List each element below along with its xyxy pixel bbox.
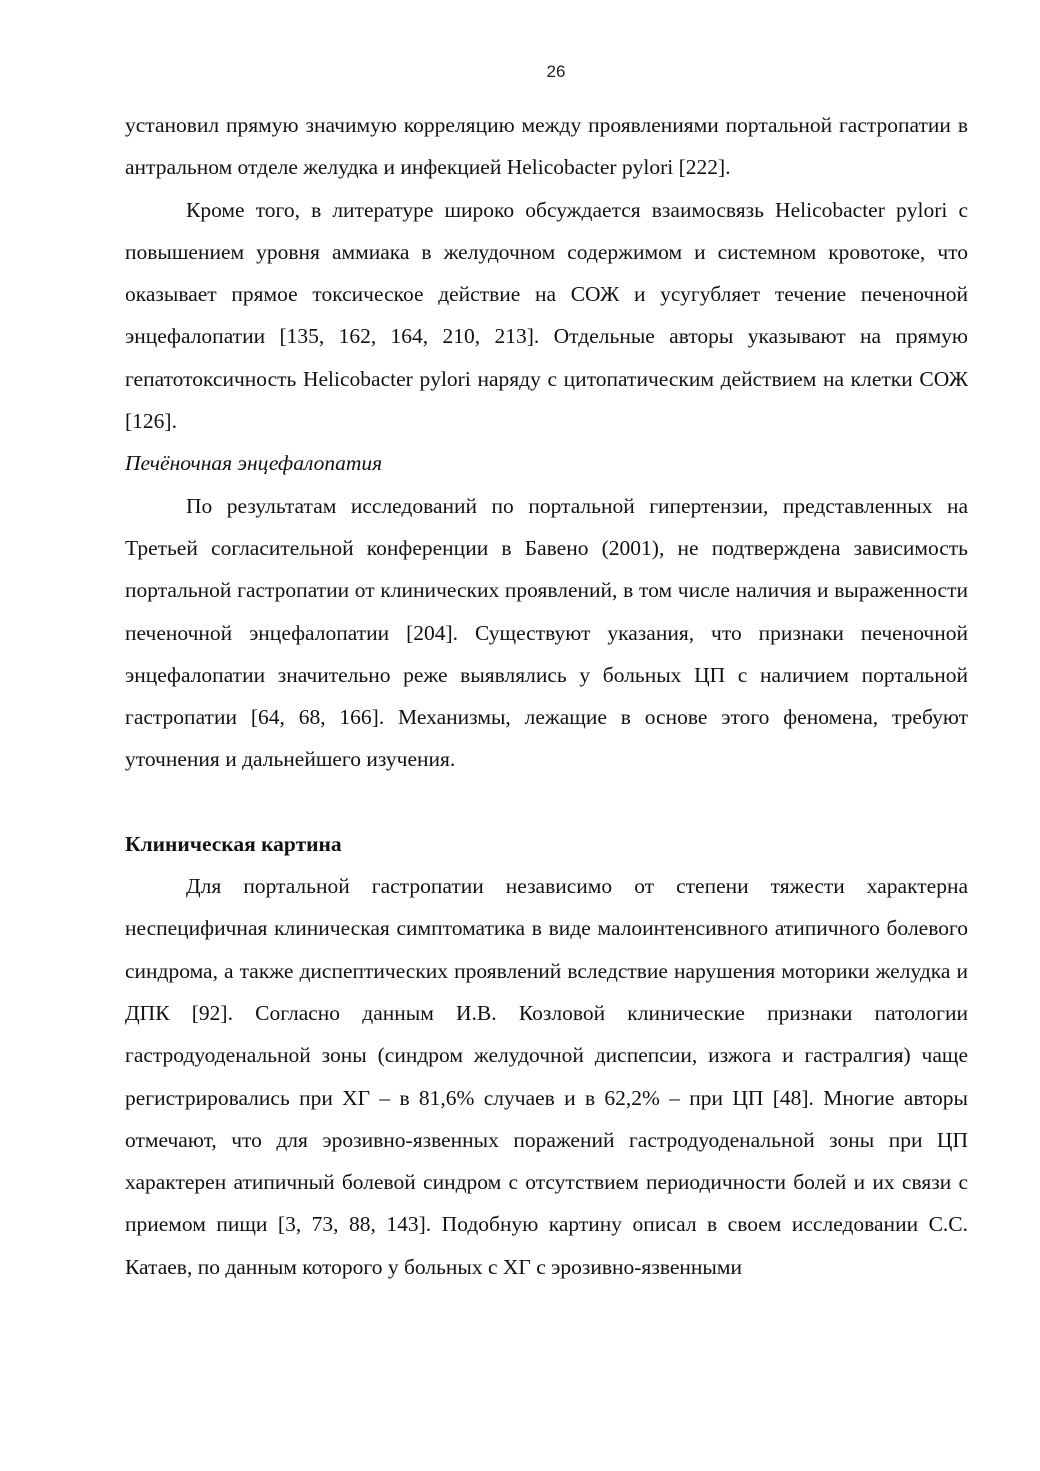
- page-number: 26: [546, 62, 566, 81]
- paragraph-ammonia: Кроме того, в литературе широко обсуждается взаимосвязь Helicobacter pylori с повышением уровня аммиака в желудочном содержимом и системном кровотоке, что оказывает прямое токсическое действие на СОЖ и усугубляет течение печеночной энцефалопатии [135, 162, 164, 210, 213]. Отдельные авторы указывают на прямую гепатотоксичность Helicobacter pylori наряду с цитопатическим действием на клетки СОЖ [126].: [125, 197, 968, 434]
- document-body: [125, 104, 968, 1288]
- paragraph-clinical-symptoms: Для портальной гастропатии независимо от степени тяжести характерна неспецифичная клиническая симптоматика в виде малоинтенсивного атипичного болевого синдрома, а также диспептических проявлений вследствие нарушения моторики желудка и ДПК [92]. Согласно данным И.В. Козловой клинические признаки патологии гастродуоденальной зоны (синдром желудочной диспепсии, изжога и гастралгия) чаще регистрировались при ХГ – в 81,6% случаев и в 62,2% – при ЦП [48]. Многие авторы отмечают, что для эрозивно-язвенных поражений гастродуоденальной зоны при ЦП характерен атипичный болевой синдром с отсутствием периодичности болей и их связи с приемом пищи [3, 73, 88, 143]. Подобную картину описал в своем исследовании С.С. Катаев, по данным которого у больных с ХГ с эрозивно-язвенными: [125, 874, 968, 1279]
- paragraph-baveno: По результатам исследований по портальной гипертензии, представленных на Третьей согласительной конференции в Бавено (2001), не подтверждена зависимость портальной гастропатии от клинических проявлений, в том числе наличия и выраженности печеночной энцефалопатии [204]. Существуют указания, что признаки печеночной энцефалопатии значительно реже выявлялись у больных ЦП с наличием портальной гастропатии [64, 68, 166]. Механизмы, лежащие в основе этого феномена, требуют уточнения и дальнейшего изучения.: [125, 493, 968, 772]
- subheading-hepatic-encephalopathy: Печёночная энцефалопатия: [125, 451, 383, 476]
- paragraph-correlation: установил прямую значимую корреляцию между проявлениями портальной гастропатии в антральном отделе желудка и инфекцией Helicobacter pylori [222].: [125, 113, 968, 180]
- section-title-clinical-picture: Клиническая картина: [125, 831, 342, 856]
